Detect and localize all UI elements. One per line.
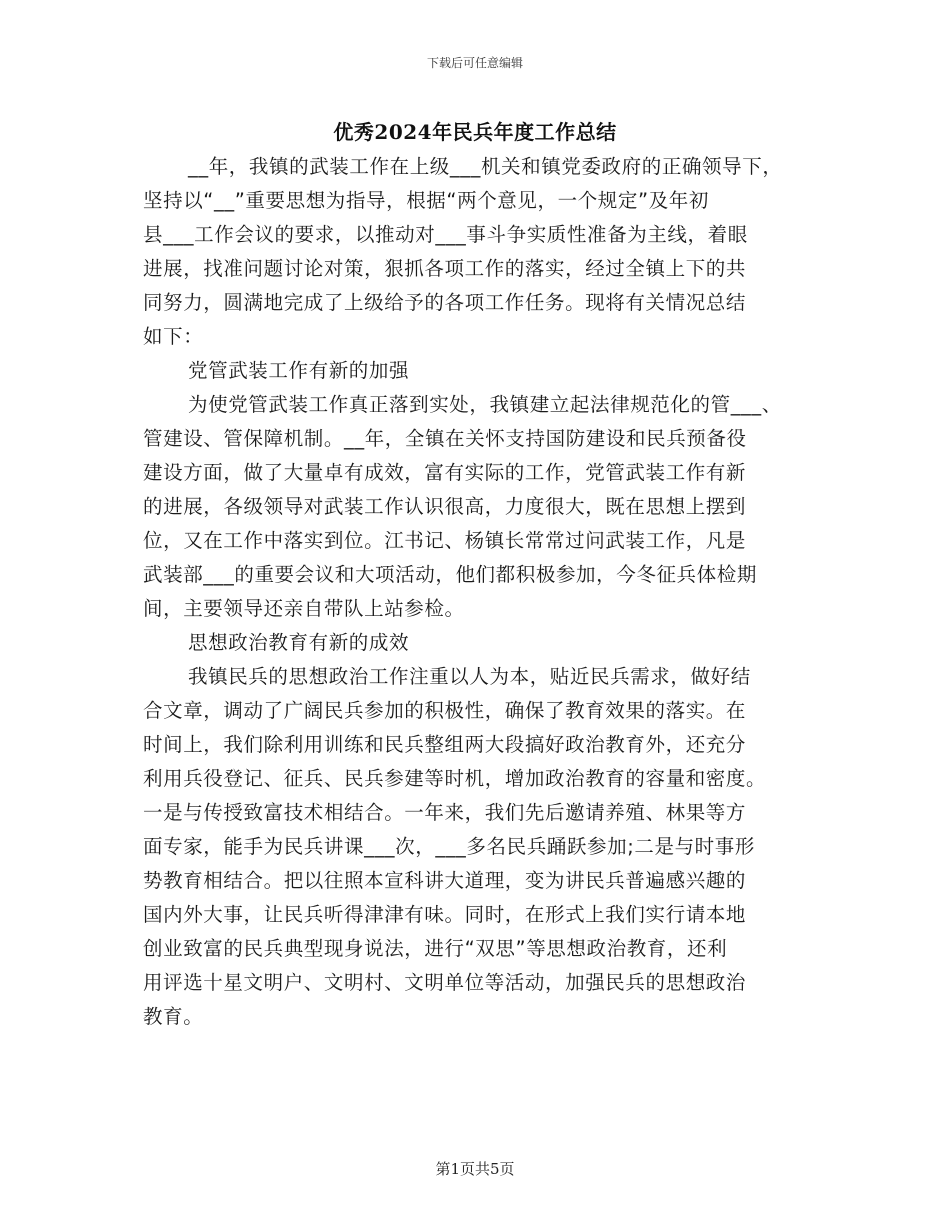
paragraph-line: __年，我镇的武装工作在上级___机关和镇党委政府的正确领导下， — [188, 155, 783, 178]
paragraph-line: 教育。 — [143, 1005, 204, 1028]
paragraph-line: 时间上，我们除利用训练和民兵整组两大段搞好政治教育外，还充分 — [143, 733, 747, 756]
paragraph-line: 建设方面，做了大量卓有成效，富有实际的工作，党管武装工作有新 — [143, 461, 747, 484]
paragraph-line: 县___工作会议的要求，以推动对___事斗争实质性准备为主线，着眼 — [143, 223, 748, 246]
document-body — [143, 150, 823, 1034]
paragraph-line: 我镇民兵的思想政治工作注重以人为本，贴近民兵需求，做好结 — [188, 665, 751, 688]
paragraph-line: 武装部___的重要会议和大项活动，他们都积极参加，今冬征兵体检期 — [143, 563, 757, 586]
paragraph-line: 位，又在工作中落实到位。江书记、杨镇长常常过问武装工作，凡是 — [143, 529, 747, 552]
section-heading: 思想政治教育有新的成效 — [188, 631, 410, 654]
download-note: 下载后可任意编辑 — [426, 56, 523, 70]
paragraph-line: 一是与传授致富技术相结合。一年来，我们先后邀请养殖、林果等方 — [143, 801, 747, 824]
paragraph-line: 势教育相结合。把以往照本宣科讲大道理，变为讲民兵普遍感兴趣的 — [143, 869, 747, 892]
paragraph-line: 利用兵役登记、征兵、民兵参建等时机，增加政治教育的容量和密度。 — [143, 767, 767, 790]
paragraph-line: 为使党管武装工作真正落到实处，我镇建立起法律规范化的管___、 — [188, 393, 782, 416]
paragraph-line: 创业致富的民兵典型现身说法，进行“双思”等思想政治教育，还利 — [143, 937, 728, 960]
paragraph-line: 间，主要领导还亲自带队上站参检。 — [143, 597, 465, 620]
paragraph-line: 坚持以“__”重要思想为指导，根据“两个意见，一个规定”及年初 — [143, 189, 710, 212]
page-number: 第1页共5页 — [435, 1160, 515, 1178]
paragraph-line: 国内外大事，让民兵听得津津有味。同时，在形式上我们实行请本地 — [143, 903, 747, 926]
paragraph-line: 如下： — [143, 325, 204, 348]
page-title: 优秀2024年民兵年度工作总结 — [333, 120, 617, 144]
paragraph-line: 面专家，能手为民兵讲课___次，___多名民兵踊跃参加;二是与时事形 — [143, 835, 755, 858]
section-heading: 党管武装工作有新的加强 — [188, 359, 410, 382]
paragraph-line: 用评选十星文明户、文明村、文明单位等活动，加强民兵的思想政治 — [143, 971, 747, 994]
paragraph-line: 同努力，圆满地完成了上级给予的各项工作任务。现将有关情况总结 — [143, 291, 747, 314]
paragraph-line: 合文章，调动了广阔民兵参加的积极性，确保了教育效果的落实。在 — [143, 699, 747, 722]
paragraph-line: 管建设、管保障机制。__年，全镇在关怀支持国防建设和民兵预备役 — [143, 427, 747, 450]
paragraph-line: 的进展，各级领导对武装工作认识很高，力度很大，既在思想上摆到 — [143, 495, 747, 518]
paragraph-line: 进展，找准问题讨论对策，狠抓各项工作的落实，经过全镇上下的共 — [143, 257, 747, 280]
